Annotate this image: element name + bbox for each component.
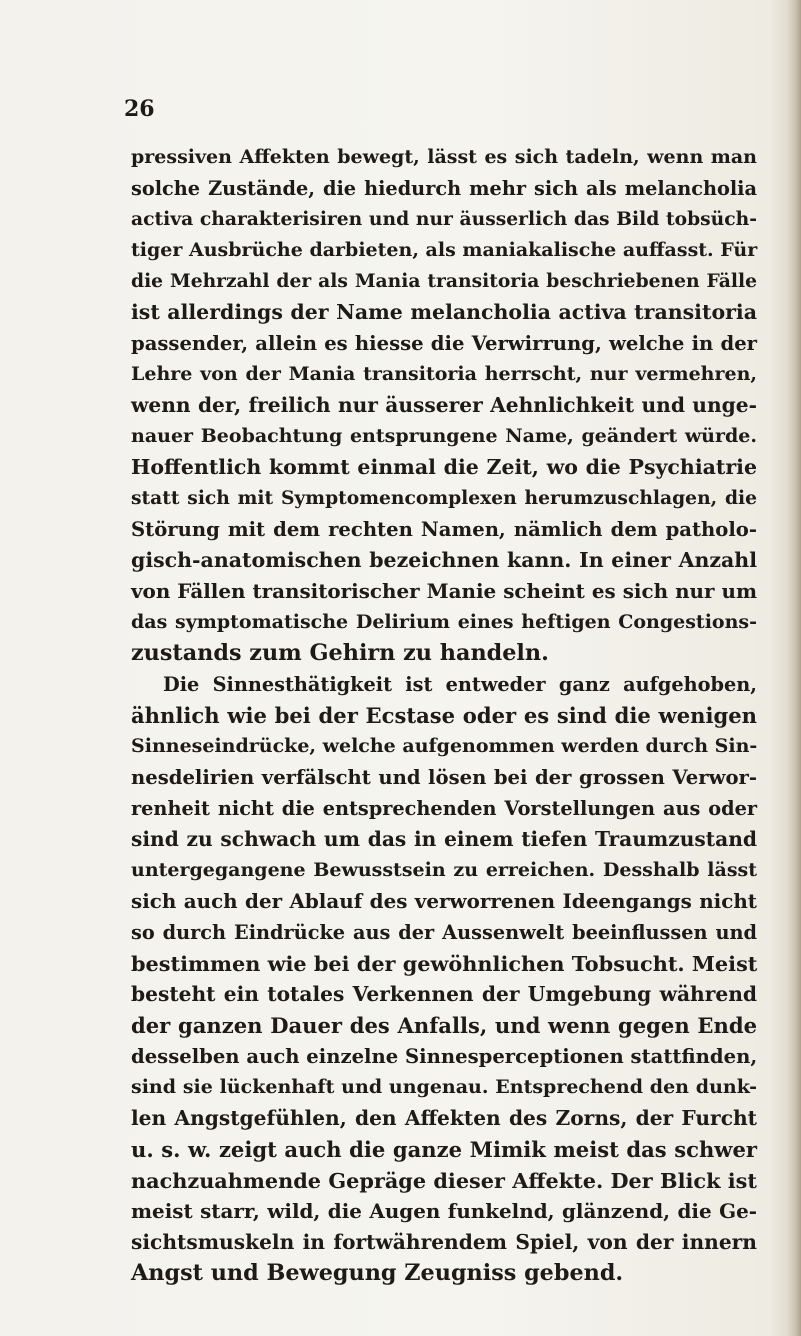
text-line: sind sie lückenhaft und ungenau. Entsprechend den dunk- bbox=[131, 1076, 757, 1098]
text-line: u. s. w. zeigt auch die ganze Mimik meist das schwer bbox=[131, 1137, 757, 1162]
text-line: sichtsmuskeln in fortwährendem Spiel, von der innern bbox=[131, 1230, 757, 1254]
page-number: 26 bbox=[124, 96, 155, 122]
text-line: ähnlich wie bei der Ecstase oder es sind die wenigen bbox=[131, 703, 757, 728]
text-line: Störung mit dem rechten Namen, nämlich dem patholo- bbox=[131, 518, 757, 541]
text-line: bestimmen wie bei der gewöhnlichen Tobsucht. Meist bbox=[131, 951, 758, 976]
text-line: len Angstgefühlen, den Affekten des Zorns, der Furcht bbox=[131, 1106, 757, 1130]
text-line: der ganzen Dauer des Anfalls, und wenn gegen Ende bbox=[131, 1013, 757, 1038]
page-edge-shadow bbox=[787, 0, 801, 1336]
text-line: das symptomatische Delirium eines heftigen Congestions- bbox=[131, 611, 757, 633]
text-line: sich auch der Ablauf des verworrenen Ideengangs nicht bbox=[131, 889, 757, 913]
text-line: sind zu schwach um das in einem tiefen Traumzustand bbox=[131, 827, 757, 851]
text-line: Hoffentlich kommt einmal die Zeit, wo die Psychiatrie bbox=[131, 455, 757, 479]
text-line: nachzuahmende Gepräge dieser Affekte. Der Blick ist bbox=[131, 1168, 757, 1193]
text-line: so durch Eindrücke aus der Aussenwelt beeinflussen und bbox=[131, 921, 757, 944]
text-line: nesdelirien verfälscht und lösen bei der grossen Verwor- bbox=[131, 766, 757, 789]
body-text bbox=[131, 142, 757, 1289]
text-line: von Fällen transitorischer Manie scheint es sich nur um bbox=[131, 579, 757, 603]
text-line: tiger Ausbrüche darbieten, als maniakalische auffasst. Für bbox=[131, 239, 758, 261]
text-line: passender, allein es hiesse die Verwirrung, welche in der bbox=[131, 332, 757, 355]
text-line: solche Zustände, die hiedurch mehr sich als melancholia bbox=[131, 177, 757, 200]
text-line: activa charakterisiren und nur äusserlich das Bild tobsüch- bbox=[131, 208, 757, 230]
text-line: nauer Beobachtung entsprungene Name, geändert würde. bbox=[131, 425, 757, 447]
paragraph-end-line: zustands zum Gehirn zu handeln. bbox=[131, 640, 549, 666]
text-line: wenn der, freilich nur äusserer Aehnlichkeit und unge- bbox=[131, 393, 757, 417]
text-line: pressiven Affekten bewegt, lässt es sich tadeln, wenn man bbox=[131, 146, 757, 168]
text-line: meist starr, wild, die Augen funkelnd, glänzend, die Ge- bbox=[131, 1199, 757, 1223]
text-line: renheit nicht die entsprechenden Vorstellungen aus oder bbox=[131, 797, 757, 820]
text-line: die Mehrzahl der als Mania transitoria beschriebenen Fälle bbox=[131, 270, 757, 292]
text-line: untergegangene Bewusstsein zu erreichen. Desshalb lässt bbox=[131, 859, 757, 881]
text-line: Sinneseindrücke, welche aufgenommen werden durch Sin- bbox=[131, 735, 758, 757]
text-line: Lehre von der Mania transitoria herrscht, nur vermehren, bbox=[131, 363, 757, 385]
text-line: gisch-anatomischen bezeichnen kann. In einer Anzahl bbox=[131, 548, 757, 572]
text-line: statt sich mit Symptomencomplexen herumzuschlagen, die bbox=[131, 487, 757, 509]
text-line: besteht ein totales Verkennen der Umgebung während bbox=[131, 982, 757, 1006]
text-line: desselben auch einzelne Sinnesperceptionen stattfinden, bbox=[131, 1045, 758, 1068]
paragraph-end-line: Angst und Bewegung Zeugniss gebend. bbox=[131, 1260, 624, 1286]
paragraph-start-line: Die Sinnesthätigkeit ist entweder ganz aufgehoben, bbox=[163, 673, 757, 696]
text-line: ist allerdings der Name melancholia activa transitoria bbox=[131, 300, 757, 324]
